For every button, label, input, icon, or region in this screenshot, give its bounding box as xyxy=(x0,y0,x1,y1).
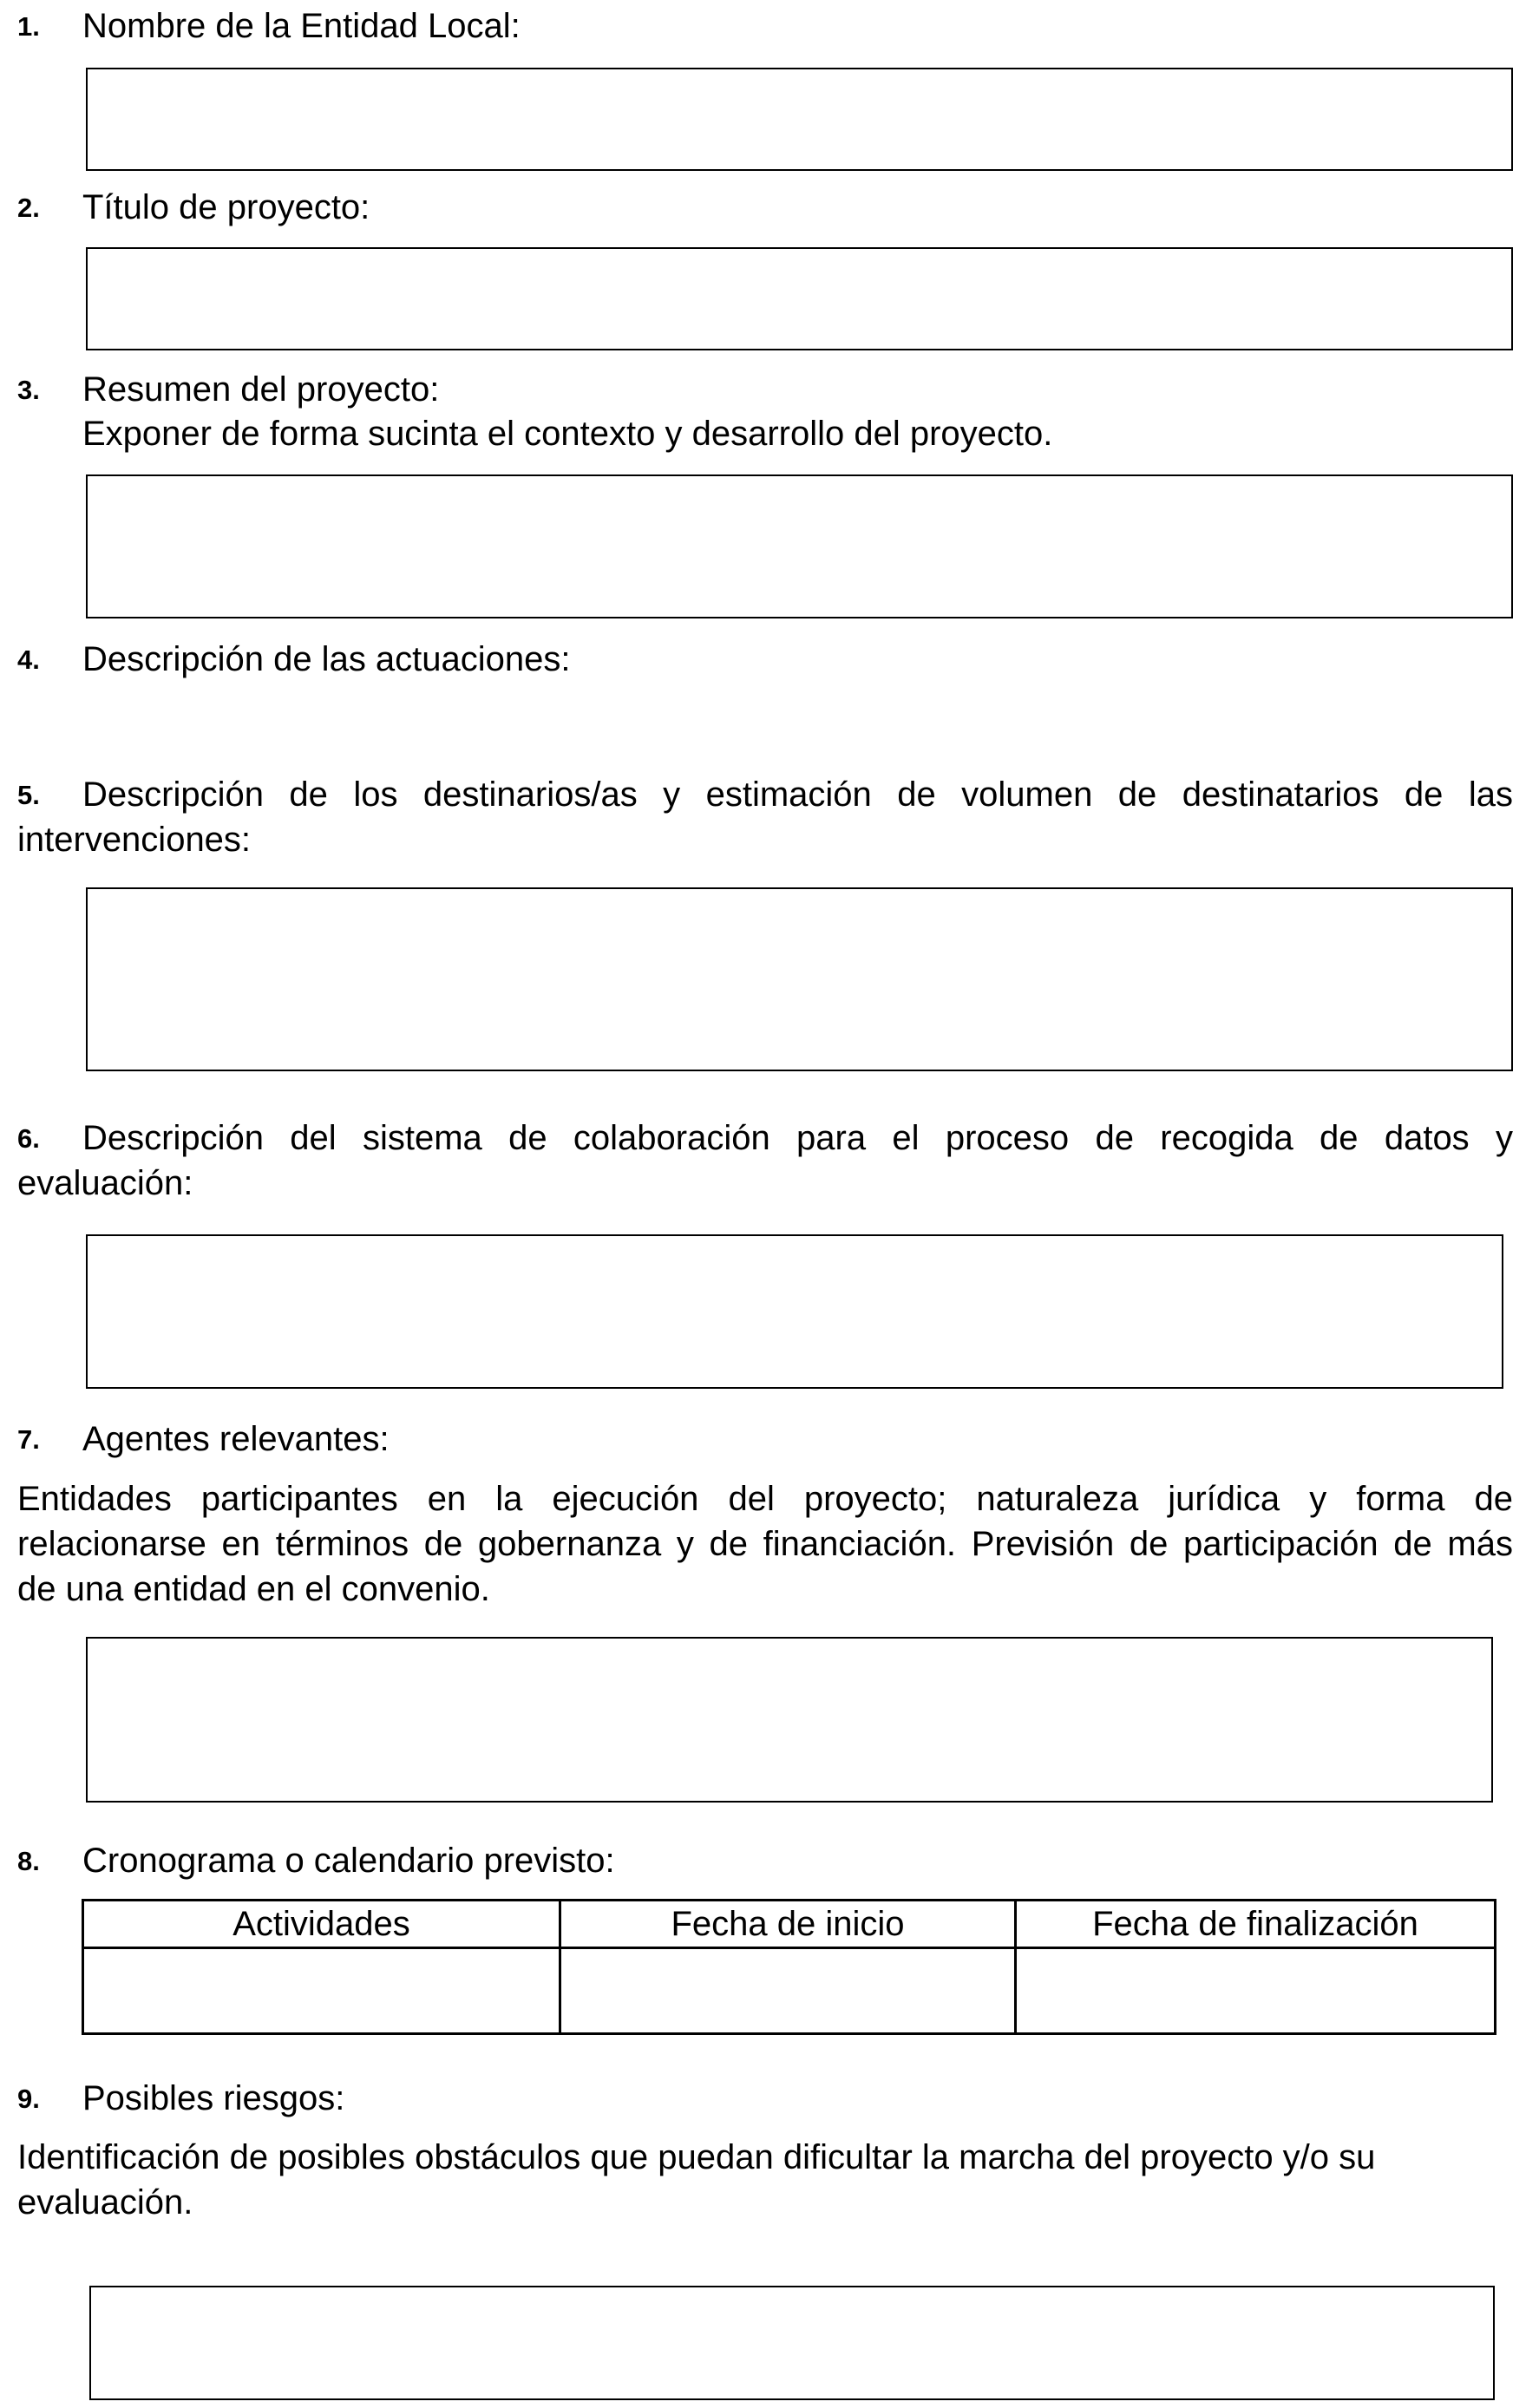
section-3-title: Resumen del proyecto: xyxy=(82,370,440,409)
beneficiaries-field[interactable] xyxy=(86,887,1513,1071)
section-3-number: 3. xyxy=(17,375,40,405)
section-7-description-line-3: de una entidad en el convenio. xyxy=(17,1570,490,1608)
end-date-cell[interactable] xyxy=(1016,1948,1496,2034)
section-9-description-line-1: Identificación de posibles obstáculos que puedan dificultar la marcha del proyecto y/o su xyxy=(17,2138,1376,2176)
section-2-title: Título de proyecto: xyxy=(82,188,370,226)
section-5-number: 5. xyxy=(17,780,40,810)
section-3-description: Exponer de forma sucinta el contexto y desarrollo del proyecto. xyxy=(82,415,1053,453)
project-title-field[interactable] xyxy=(86,247,1513,350)
section-7-number: 7. xyxy=(17,1424,40,1455)
section-7-description-line-1: Entidades participantes en la ejecución del proyecto; naturaleza jurídica y forma de xyxy=(17,1480,1513,1518)
start-date-cell[interactable] xyxy=(560,1948,1016,2034)
collaboration-system-field[interactable] xyxy=(86,1234,1503,1389)
section-8-number: 8. xyxy=(17,1846,40,1876)
schedule-table xyxy=(82,1899,1496,2035)
risks-field[interactable] xyxy=(89,2286,1495,2400)
section-5-title-line-2: intervenciones: xyxy=(17,821,252,859)
section-9-description-line-2: evaluación. xyxy=(17,2183,193,2222)
section-4-title: Descripción de las actuaciones: xyxy=(82,640,571,678)
section-7-description-line-2: relacionarse en términos de gobernanza y de financiación. Previsión de participación de más xyxy=(17,1525,1513,1563)
section-1-number: 1. xyxy=(17,11,40,42)
section-7-title: Agentes relevantes: xyxy=(82,1420,390,1458)
schedule-header-row xyxy=(83,1901,1496,1948)
section-4-number: 4. xyxy=(17,645,40,675)
project-summary-field[interactable] xyxy=(86,474,1513,618)
section-6-title-line-1: Descripción del sistema de colaboración para el proceso de recogida de datos y xyxy=(82,1119,1513,1157)
section-9-title: Posibles riesgos: xyxy=(82,2079,345,2117)
section-6-number: 6. xyxy=(17,1123,40,1154)
header-start-date: Fecha de inicio xyxy=(560,1901,1016,1948)
entity-name-field[interactable] xyxy=(86,68,1513,171)
relevant-agents-field[interactable] xyxy=(86,1637,1493,1803)
section-5-title-line-1: Descripción de los destinarios/as y estimación de volumen de destinatarios de las xyxy=(82,775,1513,814)
section-8-title: Cronograma o calendario previsto: xyxy=(82,1842,615,1880)
section-6-title-line-2: evaluación: xyxy=(17,1164,193,1202)
section-1-title: Nombre de la Entidad Local: xyxy=(82,7,521,45)
section-9-number: 9. xyxy=(17,2084,40,2114)
section-2-number: 2. xyxy=(17,193,40,223)
schedule-row xyxy=(83,1948,1496,2034)
header-activities: Actividades xyxy=(83,1901,560,1948)
activities-cell[interactable] xyxy=(83,1948,560,2034)
header-end-date: Fecha de finalización xyxy=(1016,1901,1496,1948)
